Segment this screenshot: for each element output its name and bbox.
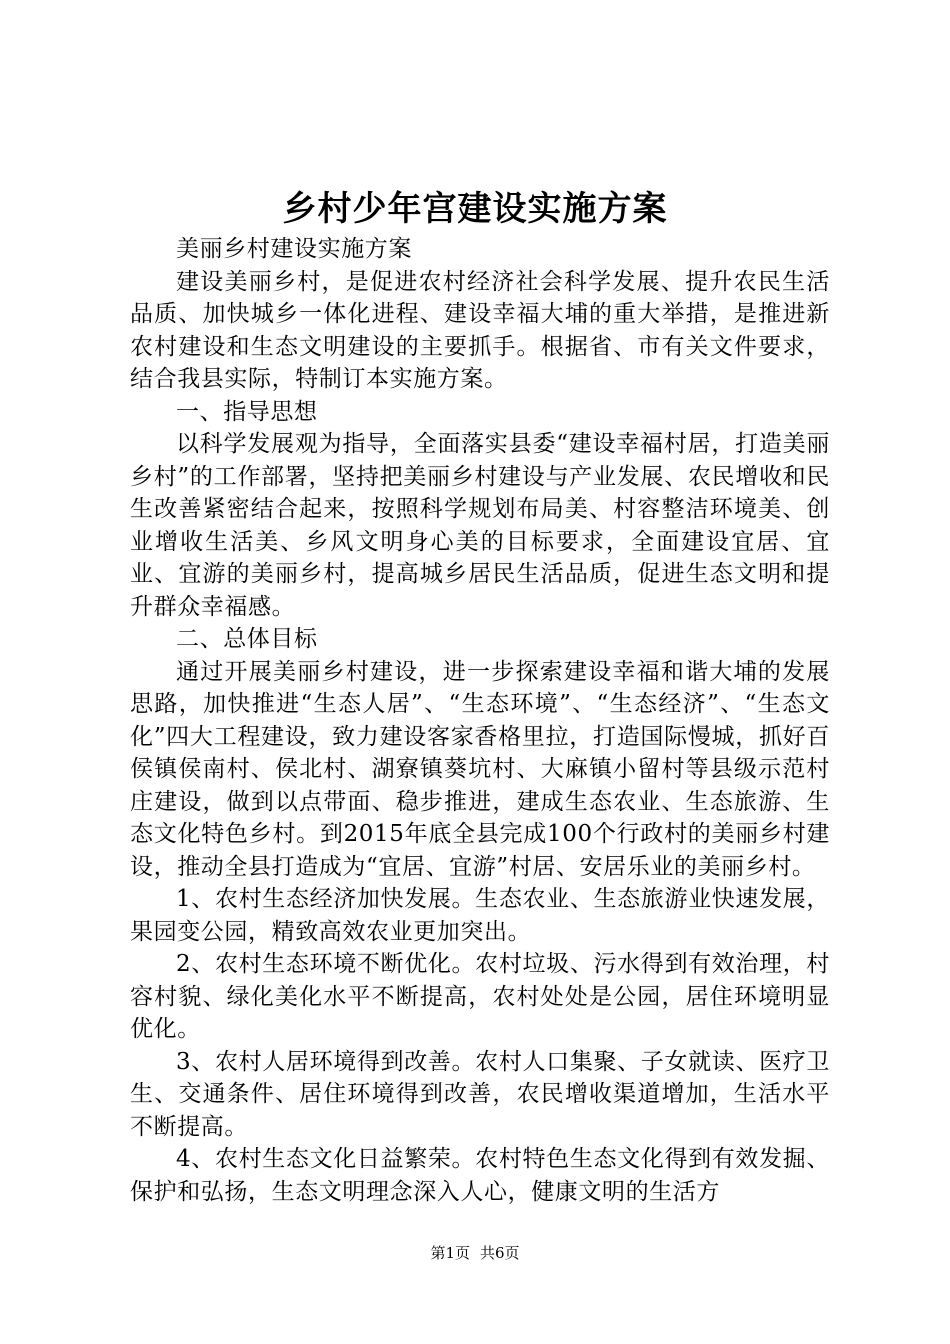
paragraph-overall-goal: 通过开展美丽乡村建设，进一步探索建设幸福和谐大埔的发展思路，加快推进“生态人居”、“生态环境”、“生态经济”、“生态文化”四大工程建设，致力建设客家香格里拉，打造国际慢城，抓好百侯镇侯南村、侯北村、湖寮镇葵坑村、大麻镇小留村等县级示范村庄建设，做到以点带面、稳步推进，建成生态农业、生态旅游、生态文化特色乡村。到2015年底全县完成100个行政村的美丽乡村建设，推动全县打造成为“宜居、宜游”村居、安居乐业的美丽乡村。 — [130, 658, 830, 880]
document-body — [130, 233, 830, 1208]
paragraph-intro: 建设美丽乡村，是促进农村经济社会科学发展、提升农民生活品质、加快城乡一体化进程、建设幸福大埔的重大举措，是推进新农村建设和生态文明建设的主要抓手。根据省、市有关文件要求，结合我县实际，特制订本实施方案。 — [130, 268, 830, 392]
paragraph-subtitle: 美丽乡村建设实施方案 — [176, 236, 412, 262]
page-footer — [0, 1242, 950, 1264]
document-title: 乡村少年宫建设实施方案 — [282, 189, 668, 229]
paragraph-goal-4: 4、农村生态文化日益繁荣。农村特色生态文化得到有效发掘、保护和弘扬，生态文明理念深入人心，健康文明的生活方 — [130, 1146, 830, 1205]
heading-guiding-thought: 一、指导思想 — [176, 398, 318, 425]
paragraph-goal-2: 2、农村生态环境不断优化。农村垃圾、污水得到有效治理，村容村貌、绿化美化水平不断提高，农村处处是公园，居住环境明显优化。 — [130, 951, 830, 1042]
page-total: 共6页 — [480, 1244, 520, 1262]
page-number: 第1页 — [430, 1244, 470, 1262]
heading-overall-goal: 二、总体目标 — [176, 626, 318, 652]
paragraph-goal-3: 3、农村人居环境得到改善。农村人口集聚、子女就读、医疗卫生、交通条件、居住环境得到改善，农民增收渠道增加，生活水平不断提高。 — [130, 1048, 830, 1140]
paragraph-guiding-thought: 以科学发展观为指导，全面落实县委“建设幸福村居，打造美丽乡村”的工作部署，坚持把美丽乡村建设与产业发展、农民增收和民生改善紧密结合起来，按照科学规划布局美、村容整洁环境美、创业增收生活美、乡风文明身心美的目标要求，全面建设宜居、宜业、宜游的美丽乡村，提高城乡居民生活品质，促进生态文明和提升群众幸福感。 — [130, 431, 830, 620]
paragraph-goal-1: 1、农村生态经济加快发展。生态农业、生态旅游业快速发展，果园变公园，精致高效农业更加突出。 — [130, 886, 830, 945]
